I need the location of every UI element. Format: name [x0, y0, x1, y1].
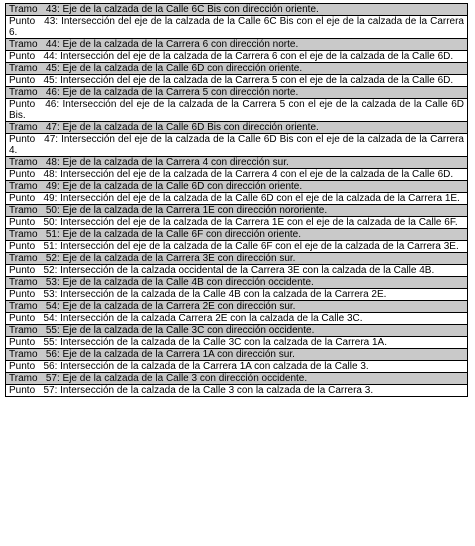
punto-text: Punto 47: Intersección del eje de la calzada de la Calle 6D Bis con el eje de la calzada de la Carrera 4. [6, 134, 468, 157]
punto-text: Punto 44: Intersección del eje de la calzada de la Carrera 6 con el eje de la calzada de la Calle 6D. [6, 51, 468, 63]
punto-row [6, 16, 468, 39]
tramo-row [6, 229, 468, 241]
punto-text: Punto 56: Intersección de la calzada de la Carrera 1A con calzada de la Calle 3. [6, 361, 468, 373]
punto-text: Punto 46: Intersección del eje de la calzada de la Carrera 5 con el eje de la calzada de la Calle 6D Bis. [6, 99, 468, 122]
punto-text: Punto 57: Intersección de la calzada de la Calle 3 con la calzada de la Carrera 3. [6, 385, 468, 397]
tramo-text: Tramo 48: Eje de la calzada de la Carrera 4 con dirección sur. [6, 157, 468, 169]
punto-row [6, 313, 468, 325]
table-body [6, 4, 468, 397]
punto-text: Punto 52: Intersección de la calzada occidental de la Carrera 3E con la calzada de la Calle 4B. [6, 265, 468, 277]
tramo-row [6, 253, 468, 265]
punto-row [6, 217, 468, 229]
punto-row [6, 134, 468, 157]
tramo-row [6, 277, 468, 289]
tramo-text: Tramo 56: Eje de la calzada de la Carrera 1A con dirección sur. [6, 349, 468, 361]
tramo-row [6, 157, 468, 169]
tramo-text: Tramo 55: Eje de la calzada de la Calle 3C con dirección occidente. [6, 325, 468, 337]
tramo-row [6, 122, 468, 134]
punto-text: Punto 49: Intersección del eje de la calzada de la Calle 6D con el eje de la calzada de la Carrera 1E. [6, 193, 468, 205]
punto-row [6, 99, 468, 122]
punto-row [6, 75, 468, 87]
tramo-text: Tramo 53: Eje de la calzada de la Calle 4B con dirección occidente. [6, 277, 468, 289]
tramo-text: Tramo 45: Eje de la calzada de la Calle 6D con dirección oriente. [6, 63, 468, 75]
tramo-row [6, 87, 468, 99]
punto-row [6, 193, 468, 205]
tramo-text: Tramo 52: Eje de la calzada de la Carrera 3E con dirección sur. [6, 253, 468, 265]
tramo-text: Tramo 47: Eje de la calzada de la Calle 6D Bis con dirección oriente. [6, 122, 468, 134]
punto-text: Punto 45: Intersección del eje de la calzada de la Carrera 5 con el eje de la calzada de la Calle 6D. [6, 75, 468, 87]
tramo-text: Tramo 54: Eje de la calzada de la Carrera 2E con dirección sur. [6, 301, 468, 313]
tramo-row [6, 325, 468, 337]
tramo-row [6, 373, 468, 385]
tramo-row [6, 205, 468, 217]
tramo-text: Tramo 51: Eje de la calzada de la Calle 6F con dirección oriente. [6, 229, 468, 241]
tramo-text: Tramo 49: Eje de la calzada de la Calle 6D con dirección oriente. [6, 181, 468, 193]
punto-text: Punto 50: Intersección del eje de la calzada de la Carrera 1E con el eje de la calzada de la Calle 6F. [6, 217, 468, 229]
tramo-text: Tramo 44: Eje de la calzada de la Carrera 6 con dirección norte. [6, 39, 468, 51]
punto-row [6, 265, 468, 277]
tramo-text: Tramo 50: Eje de la calzada de la Carrera 1E con dirección nororiente. [6, 205, 468, 217]
tramo-row [6, 301, 468, 313]
punto-row [6, 361, 468, 373]
tramo-row [6, 181, 468, 193]
punto-row [6, 241, 468, 253]
punto-text: Punto 51: Intersección del eje de la calzada de la Calle 6F con el eje de la calzada de la Carrera 3E. [6, 241, 468, 253]
boundary-description-table [5, 3, 468, 397]
tramo-text: Tramo 57: Eje de la calzada de la Calle 3 con dirección occidente. [6, 373, 468, 385]
tramo-text: Tramo 46: Eje de la calzada de la Carrera 5 con dirección norte. [6, 87, 468, 99]
punto-text: Punto 55: Intersección de la calzada de la Calle 3C con la calzada de la Carrera 1A. [6, 337, 468, 349]
tramo-text: Tramo 43: Eje de la calzada de la Calle 6C Bis con dirección oriente. [6, 4, 468, 16]
tramo-row [6, 349, 468, 361]
punto-row [6, 385, 468, 397]
tramo-row [6, 4, 468, 16]
punto-text: Punto 53: Intersección de la calzada de la Calle 4B con la calzada de la Carrera 2E. [6, 289, 468, 301]
punto-row [6, 289, 468, 301]
punto-text: Punto 43: Intersección del eje de la calzada de la Calle 6C Bis con el eje de la calzada de la Carrera 6. [6, 16, 468, 39]
punto-row [6, 51, 468, 63]
punto-row [6, 337, 468, 349]
punto-row [6, 169, 468, 181]
tramo-row [6, 39, 468, 51]
punto-text: Punto 54: Intersección de la calzada Carrera 2E con la calzada de la Calle 3C. [6, 313, 468, 325]
tramo-row [6, 63, 468, 75]
punto-text: Punto 48: Intersección del eje de la calzada de la Carrera 4 con el eje de la calzada de la Calle 6D. [6, 169, 468, 181]
